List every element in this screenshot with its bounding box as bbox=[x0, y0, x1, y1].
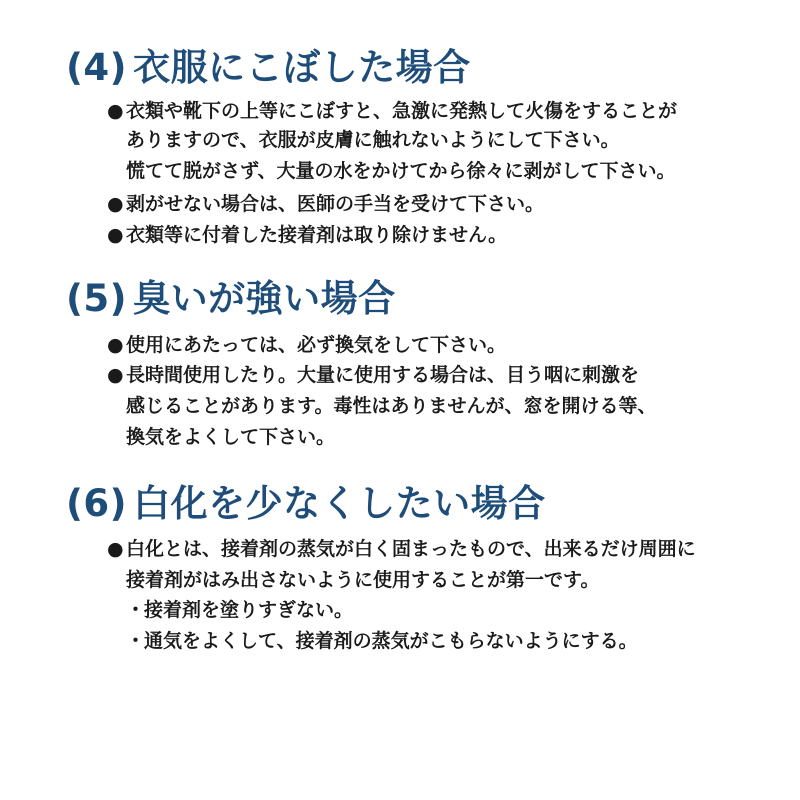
section-number: (4) bbox=[66, 46, 128, 89]
list-item-continuation: 接着剤がはみ出さないように使用することが第一です。 bbox=[126, 569, 600, 591]
list-item: ● 白化とは、接着剤の蒸気が白く固まったもので、出来るだけ周囲に bbox=[107, 535, 696, 563]
bullet-icon: ● bbox=[107, 224, 124, 246]
list-item: ● 衣類等に付着した接着剤は取り除けません。 bbox=[107, 221, 507, 249]
sub-list-item: ・通気をよくして、接着剤の蒸気がこもらないようにする。 bbox=[126, 627, 638, 655]
section-number: (6) bbox=[66, 482, 128, 525]
section-title: 白化を少なくしたい場合 bbox=[133, 482, 546, 525]
list-item: ● 剥がせない場合は、医師の手当を受けて下さい。 bbox=[107, 190, 544, 218]
bullet-icon: ● bbox=[107, 364, 124, 386]
bullet-icon: ● bbox=[107, 100, 124, 122]
bullet-icon: ● bbox=[107, 334, 124, 356]
list-item: ● 衣類や靴下の上等にこぼすと、急激に発熱して火傷をすることが bbox=[107, 97, 677, 125]
section-title: 臭いが強い場合 bbox=[133, 277, 396, 320]
sub-bullet-icon: ・ bbox=[126, 630, 146, 652]
sub-bullet-icon: ・ bbox=[126, 599, 146, 621]
list-item: ● 使用にあたっては、必ず換気をして下さい。 bbox=[107, 331, 506, 359]
bullet-icon: ● bbox=[107, 193, 124, 215]
section-number: (5) bbox=[66, 277, 128, 320]
section-heading bbox=[66, 482, 546, 526]
bullet-icon: ● bbox=[107, 538, 124, 560]
section-title: 衣服にこぼした場合 bbox=[133, 46, 471, 89]
list-item-continuation: ありますので、衣服が皮膚に触れないようにして下さい。 bbox=[126, 129, 620, 151]
list-item-continuation: 換気をよくして下さい。 bbox=[126, 426, 336, 448]
sub-list-item: ・接着剤を塗りすぎない。 bbox=[126, 596, 353, 624]
section-heading bbox=[66, 277, 396, 321]
list-item-continuation: 感じることがあります。毒性はありませんが、窓を開ける等、 bbox=[126, 395, 657, 417]
list-item-continuation: 慌てて脱がさず、大量の水をかけてから徐々に剥がして下さい。 bbox=[126, 160, 676, 182]
section-heading bbox=[66, 46, 471, 90]
list-item: ● 長時間使用したり。大量に使用する場合は、目う咽に刺激を bbox=[107, 361, 639, 389]
